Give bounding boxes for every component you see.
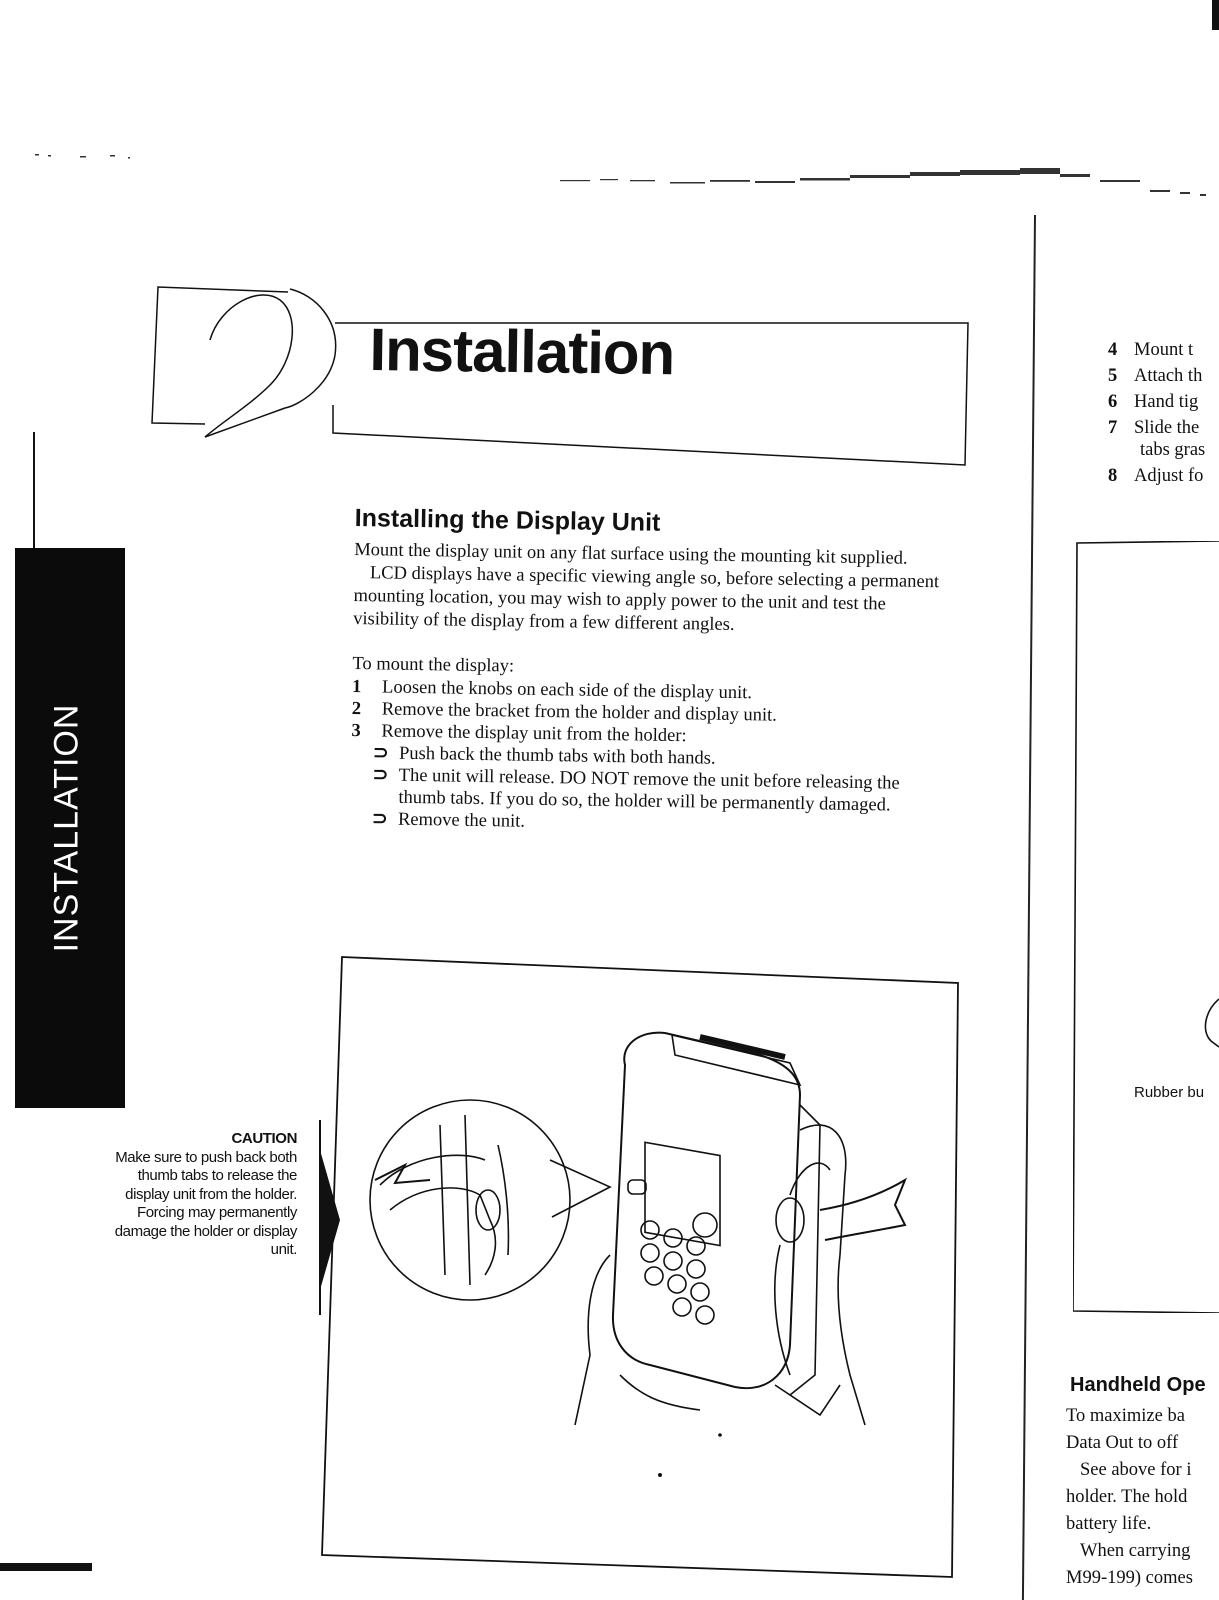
paragraph: Mount the display unit on any flat surface using the mounting kit supplied.	[354, 539, 908, 569]
text-line: See above for i	[1080, 1460, 1192, 1480]
text-line: When carrying	[1080, 1541, 1191, 1561]
step-number: 2	[351, 698, 362, 720]
caution-title: CAUTION	[231, 1130, 297, 1147]
display-removal-illustration	[320, 955, 960, 1580]
bottom-rule	[0, 1563, 92, 1571]
caution-pointer-icon	[318, 1120, 342, 1315]
step-item	[1108, 337, 1219, 363]
right-page-steps	[1108, 337, 1219, 489]
step-text: Remove the display unit from the holder:	[381, 721, 687, 747]
text-line: battery life.	[1066, 1514, 1152, 1534]
scan-noise	[0, 150, 1219, 230]
step-number: 1	[351, 676, 362, 698]
page-gutter-line	[1022, 215, 1036, 1600]
step-text: Mount t	[1134, 340, 1194, 360]
text-line: M99-199) comes	[1066, 1568, 1193, 1588]
step-text: Hand tig	[1134, 392, 1199, 412]
step-item	[1108, 389, 1219, 415]
figure-label: Rubber bu	[1134, 1084, 1205, 1101]
substep-text: Remove the unit.	[397, 809, 526, 832]
substep-text: The unit will release. DO NOT remove the unit before releasing the thumb tabs. If you do so, the holder will be permanently damaged.	[398, 765, 900, 816]
side-tab-label: INSTALLATION	[47, 703, 86, 953]
page-edge-mark	[1212, 0, 1219, 30]
arrow-bullet-icon: ⊃	[371, 809, 388, 830]
step-text: Remove the bracket from the holder and display unit.	[381, 699, 777, 726]
step-number: 3	[351, 720, 361, 742]
arrow-bullet-icon: ⊃	[372, 765, 389, 786]
step-text: Slide the	[1134, 418, 1200, 438]
section-heading: Installing the Display Unit	[354, 504, 661, 537]
step-number: 8	[1108, 466, 1118, 486]
step-item	[1108, 463, 1219, 489]
caution-note	[112, 1130, 297, 1260]
side-rule	[33, 432, 35, 552]
right-figure-box	[1073, 541, 1219, 1313]
section-body	[350, 504, 955, 839]
step-number: 7	[1108, 418, 1118, 438]
substep-text: Push back the thumb tabs with both hands.	[398, 743, 716, 769]
step-continuation: tabs gras	[1140, 440, 1206, 460]
caution-text: Make sure to push back both thumb tabs to release the display unit from the holder. Forcing may permanently damage the holder or display unit.	[114, 1148, 297, 1258]
text-line: To maximize ba	[1066, 1406, 1185, 1426]
step-text: Adjust fo	[1134, 466, 1204, 486]
right-section-heading: Handheld Ope	[1070, 1374, 1206, 1396]
step-text: Loosen the knobs on each side of the display unit.	[381, 677, 753, 704]
steps-intro: To mount the display:	[352, 653, 515, 677]
step-item	[1108, 363, 1219, 389]
chapter-title: Installation	[369, 315, 675, 388]
text-line: holder. The hold	[1066, 1487, 1188, 1507]
step-number: 5	[1108, 366, 1118, 386]
step-text: Attach th	[1134, 366, 1203, 386]
step-number: 4	[1108, 340, 1118, 360]
text-line: Data Out to off	[1066, 1433, 1179, 1453]
paragraph: LCD displays have a specific viewing angle so, before selecting a permanent mounting location, you may wish to apply power to the unit and test the visibility of the display from a few different angles.	[353, 563, 940, 635]
step-number: 6	[1108, 392, 1118, 412]
chapter-side-tab	[15, 548, 125, 1108]
right-section-body	[1066, 1403, 1219, 1592]
arrow-bullet-icon: ⊃	[372, 743, 389, 764]
